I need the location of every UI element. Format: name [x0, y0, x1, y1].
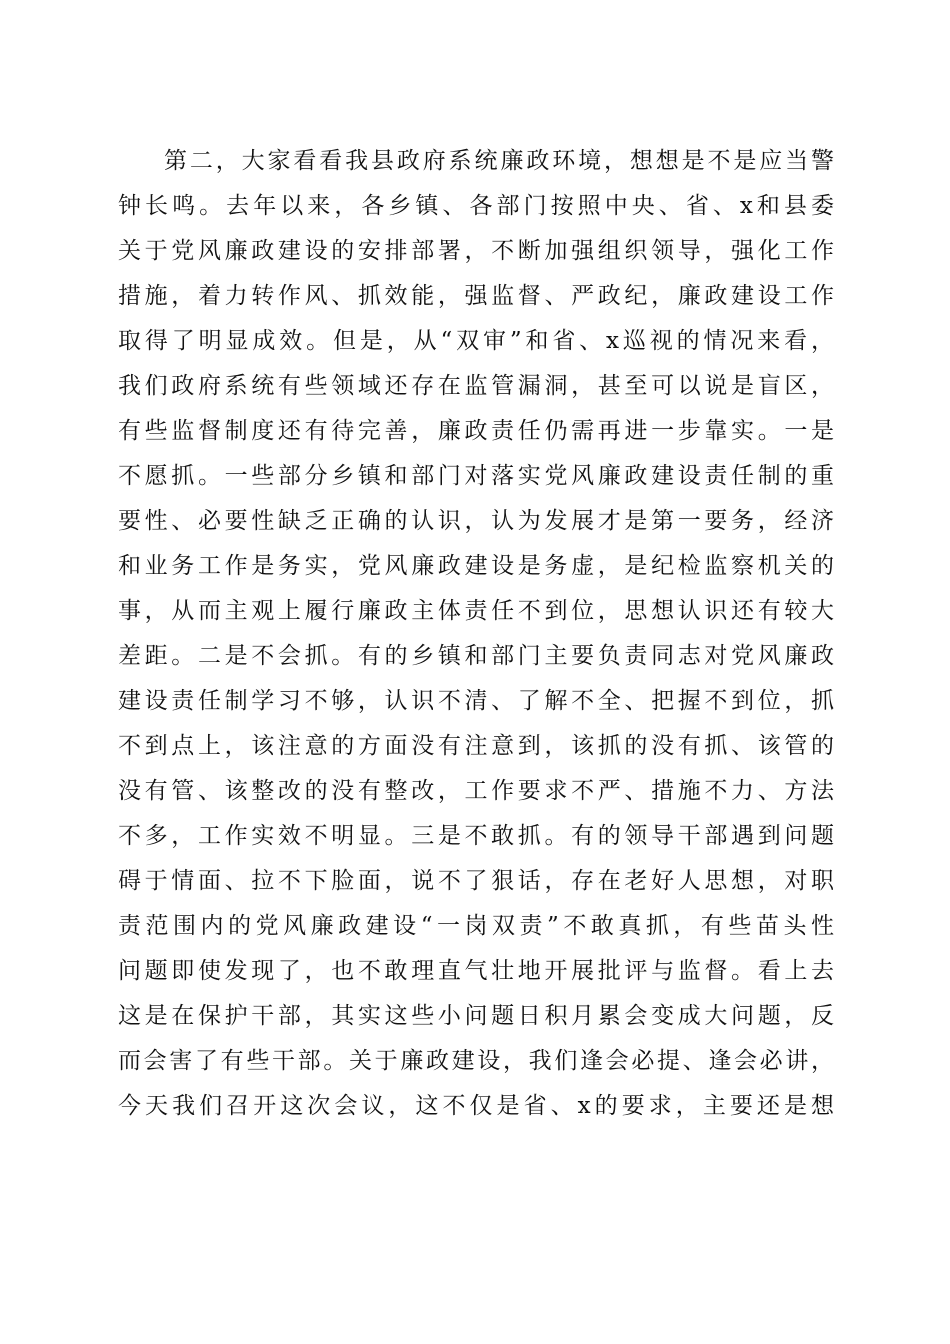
paragraph-line: 差距。二是不会抓。有的乡镇和部门主要负责同志对党风廉政 — [118, 643, 834, 669]
paragraph-line: 取得了明显成效。但是，从“双审”和省、x巡视的情况来看， — [118, 328, 834, 354]
paragraph-line: 问题即使发现了，也不敢理直气壮地开展批评与监督。看上去 — [118, 958, 834, 984]
paragraph-line: 事，从而主观上履行廉政主体责任不到位，思想认识还有较大 — [118, 598, 834, 624]
paragraph-line: 今天我们召开这次会议，这不仅是省、x的要求，主要还是想 — [118, 1093, 834, 1119]
paragraph-line: 责范围内的党风廉政建设“一岗双责”不敢真抓，有些苗头性 — [118, 913, 834, 939]
paragraph-line: 钟长鸣。去年以来，各乡镇、各部门按照中央、省、x和县委 — [118, 193, 834, 219]
paragraph-line: 不多，工作实效不明显。三是不敢抓。有的领导干部遇到问题 — [118, 823, 834, 849]
paragraph-line: 没有管、该整改的没有整改，工作要求不严、措施不力、方法 — [118, 778, 834, 804]
paragraph-line: 要性、必要性缺乏正确的认识，认为发展才是第一要务，经济 — [118, 508, 834, 534]
paragraph-line: 碍于情面、拉不下脸面，说不了狠话，存在老好人思想，对职 — [118, 868, 834, 894]
paragraph-line: 而会害了有些干部。关于廉政建设，我们逢会必提、逢会必讲， — [118, 1048, 834, 1074]
paragraph-line: 和业务工作是务实，党风廉政建设是务虚，是纪检监察机关的 — [118, 553, 834, 579]
paragraph-line: 不愿抓。一些部分乡镇和部门对落实党风廉政建设责任制的重 — [118, 463, 834, 489]
paragraph-line: 关于党风廉政建设的安排部署，不断加强组织领导，强化工作 — [118, 238, 834, 264]
paragraph-line: 有些监督制度还有待完善，廉政责任仍需再进一步靠实。一是 — [118, 418, 834, 444]
paragraph-line: 第二，大家看看我县政府系统廉政环境，想想是不是应当警 — [164, 148, 834, 174]
paragraph-line: 不到点上，该注意的方面没有注意到，该抓的没有抓、该管的 — [118, 733, 834, 759]
paragraph-line: 建设责任制学习不够，认识不清、了解不全、把握不到位，抓 — [118, 688, 834, 714]
paragraph-line: 措施，着力转作风、抓效能，强监督、严政纪，廉政建设工作 — [118, 283, 834, 309]
paragraph-line: 我们政府系统有些领域还存在监管漏洞，甚至可以说是盲区， — [118, 373, 834, 399]
paragraph-line: 这是在保护干部，其实这些小问题日积月累会变成大问题，反 — [118, 1003, 834, 1029]
